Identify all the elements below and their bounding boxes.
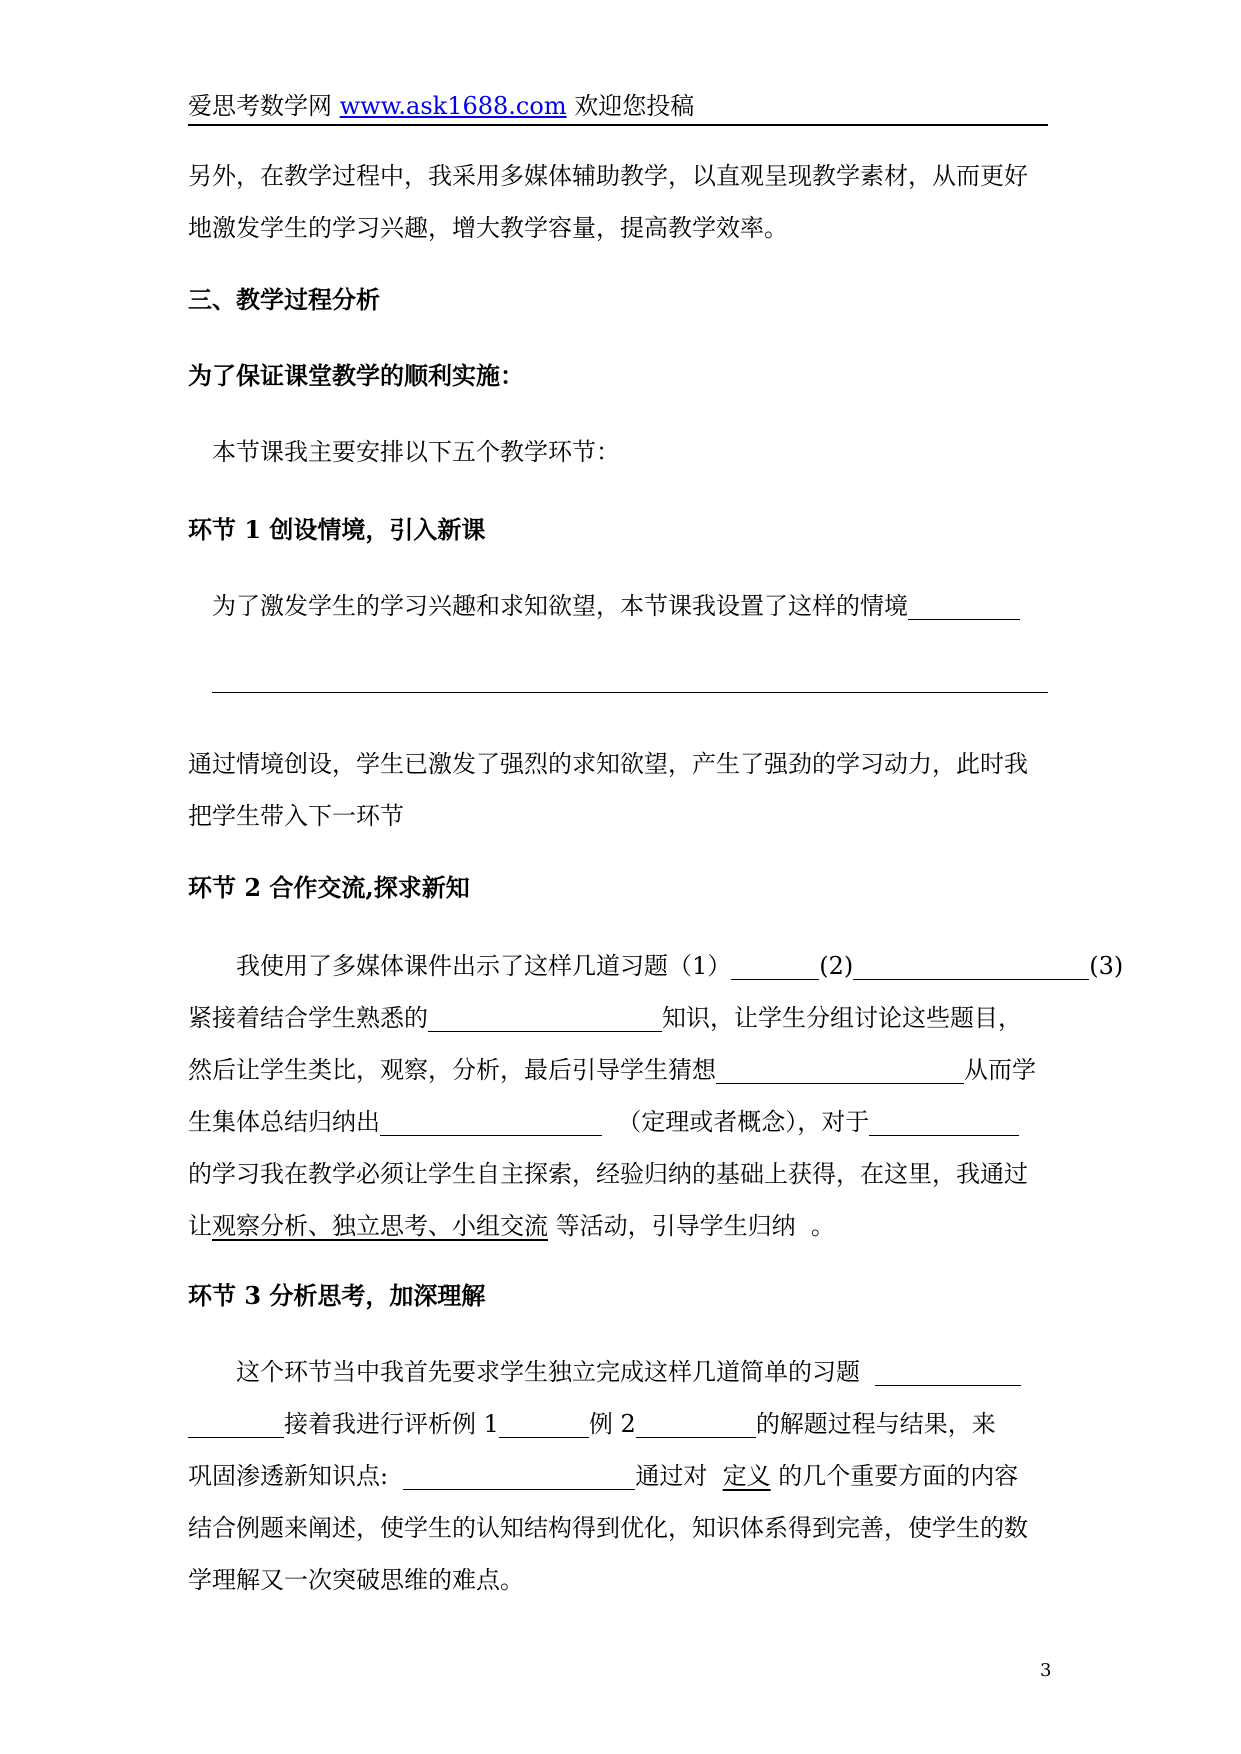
intro-paragraph: 另外，在教学过程中，我采用多媒体辅助教学，以直观呈现教学素材，从而更好 地激发学生的学习兴趣，增大教学容量，提高教学效率。 — [188, 162, 1028, 242]
definition-underlined: 定义 — [722, 1462, 771, 1490]
section-3-heading: 三、教学过程分析 — [188, 285, 380, 314]
blank-summary — [380, 1107, 602, 1136]
blank-exercise-1 — [731, 951, 819, 980]
blank-example-2 — [636, 1409, 756, 1438]
blank-example-1 — [499, 1409, 589, 1438]
blank-regarding — [869, 1107, 1019, 1136]
blank-exercise-2 — [853, 951, 1089, 980]
page-header — [188, 88, 1048, 126]
blank-new-knowledge — [403, 1461, 635, 1490]
site-name: 爱思考数学网 — [188, 92, 332, 120]
page-number: 3 — [1040, 1660, 1052, 1681]
header-tagline: 欢迎您投稿 — [574, 92, 695, 120]
blank-situation — [908, 591, 1020, 620]
stage-1-line: 为了激发学生的学习兴趣和求知欲望，本节课我设置了这样的情境 — [188, 580, 1072, 632]
section-3-subheading: 为了保证课堂教学的顺利实施： — [188, 361, 524, 390]
blank-simple-exercises — [875, 1357, 1021, 1386]
activities-underlined: 观察分析、独立思考、小组交流 — [212, 1212, 548, 1240]
stage-3-heading: 环节 3 分析思考，加深理解 — [188, 1281, 486, 1310]
blank-conjecture — [716, 1055, 964, 1084]
overview-text: 本节课我主要安排以下五个教学环节： — [212, 438, 620, 466]
blank-exercises-cont — [188, 1409, 284, 1438]
stage-1-heading: 环节 1 创设情境，引入新课 — [188, 515, 486, 544]
stage-2-heading: 环节 2 合作交流,探求新知 — [188, 873, 470, 902]
blank-line-full — [212, 692, 1048, 693]
stage-2-paragraph: 我使用了多媒体课件出示了这样几道习题（1） (2) (3) 紧接着结合学生熟悉的 知识，让学生分组讨论这些题目， 然后让学生类比，观察，分析，最后引导学生猜想 从而学 生集体总结归纳出 （定理或者概念），对于 的学习我在教学必须让学生自主探索，经验归纳的基础上获得，在这里，我通过 让观察分析、独立思考、小组交流 等活动，引导学生归纳 。 — [188, 952, 1124, 1240]
stage-1-followup: 通过情境创设，学生已激发了强烈的求知欲望，产生了强劲的学习动力，此时我 把学生带入下一环节 — [188, 750, 1028, 830]
stage-3-paragraph: 这个环节当中我首先要求学生独立完成这样几道简单的习题 接着我进行评析例 1 例 2 的解题过程与结果，来 巩固渗透新知识点: 通过对 定义 的几个重要方面的内容 结合例题来阐述，使学生的认知结构得到优化，知识体系得到完善，使学生的数 学理解又一次突破思维的难点。 — [188, 1358, 1028, 1594]
blank-familiar-knowledge — [428, 1003, 662, 1032]
site-url-link[interactable]: www.ask1688.com — [339, 92, 567, 120]
